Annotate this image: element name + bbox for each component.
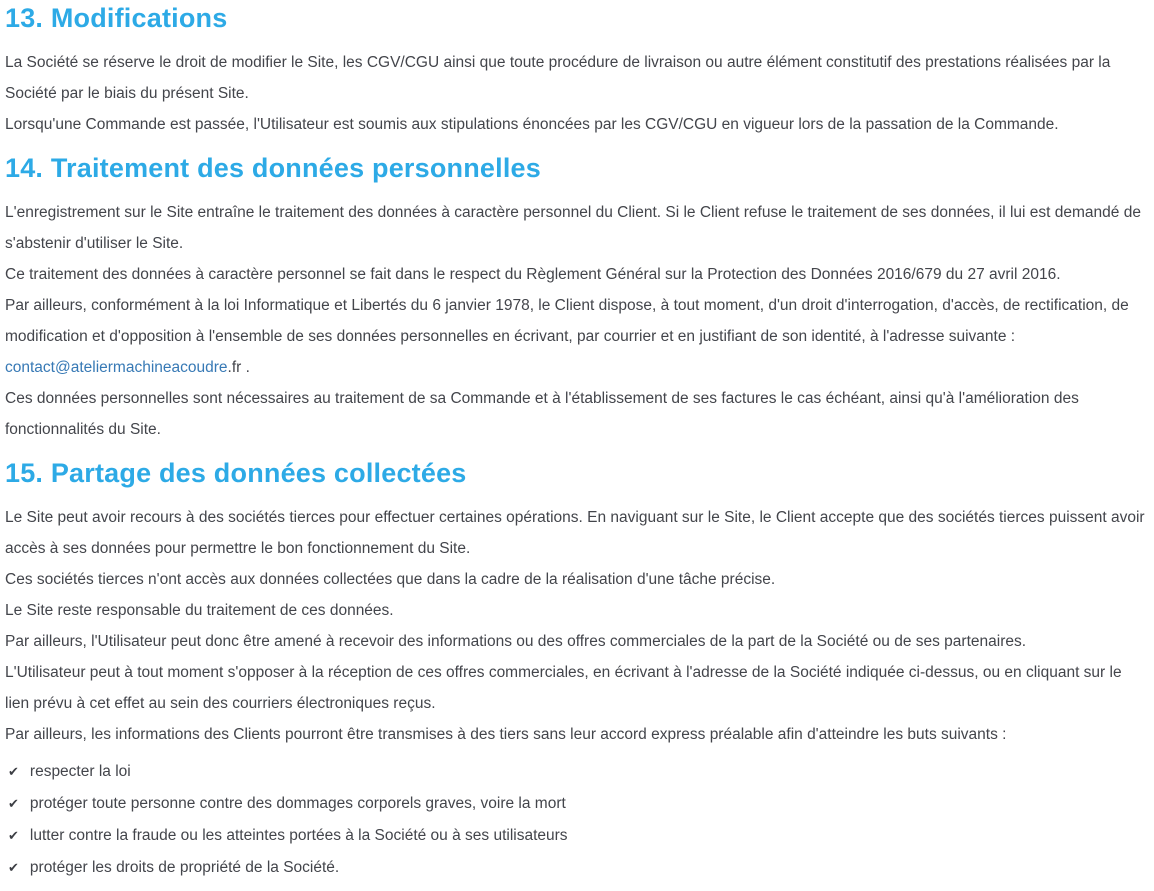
section-14-heading: 14. Traitement des données personnelles bbox=[5, 153, 541, 183]
section-14-paragraph-1: L'enregistrement sur le Site entraîne le traitement des données à caractère personnel du Client. Si le Client refuse le traitement de ses données, il lui est demandé de s'abstenir d'utiliser le Site. bbox=[5, 204, 1141, 252]
list-item bbox=[5, 756, 1146, 788]
section-14-paragraph-2: Ce traitement des données à caractère personnel se fait dans le respect du Règlement Général sur la Protection des Données 2016/679 du 27 avril 2016. bbox=[5, 266, 1061, 283]
paragraph-text-after-link: .fr . bbox=[227, 359, 250, 376]
section-15-paragraph-3: Le Site reste responsable du traitement de ces données. bbox=[5, 602, 394, 619]
data-sharing-purposes-list bbox=[5, 756, 1146, 884]
check-icon: ✔ bbox=[8, 796, 19, 811]
section-15-paragraph-5: L'Utilisateur peut à tout moment s'opposer à la réception de ces offres commerciales, en écrivant à l'adresse de la Société indiquée ci-dessus, ou en cliquant sur le lien prévu à cet effet au sein des courriers électroniques reçus. bbox=[5, 664, 1122, 712]
check-icon: ✔ bbox=[8, 860, 19, 875]
section-14-paragraph-4: Ces données personnelles sont nécessaires au traitement de sa Commande et à l'établissement de ses factures le cas échéant, ainsi qu'à l'amélioration des fonctionnalités du Site. bbox=[5, 390, 1079, 438]
list-item-label: respecter la loi bbox=[29, 763, 131, 780]
list-item-label: lutter contre la fraude ou les atteintes portées à la Société ou à ses utilisateurs bbox=[29, 827, 568, 844]
list-item-label: protéger toute personne contre des dommages corporels graves, voire la mort bbox=[29, 795, 566, 812]
section-13-paragraph-1: La Société se réserve le droit de modifier le Site, les CGV/CGU ainsi que toute procédure de livraison ou autre élément constitutif des prestations réalisées par la Société par le biais du présent Site. bbox=[5, 54, 1111, 102]
check-icon: ✔ bbox=[8, 828, 19, 843]
list-item bbox=[5, 852, 1146, 884]
list-item bbox=[5, 788, 1146, 820]
section-15-paragraph-2: Ces sociétés tierces n'ont accès aux données collectées que dans la cadre de la réalisation d'une tâche précise. bbox=[5, 571, 776, 588]
list-item-label: protéger les droits de propriété de la Société. bbox=[29, 859, 340, 876]
list-item bbox=[5, 820, 1146, 852]
paragraph-text-before-link: Par ailleurs, conformément à la loi Informatique et Libertés du 6 janvier 1978, le Client dispose, à tout moment, d'un droit d'interrogation, d'accès, de rectification, de modification et d'opposition à l'ensemble de ses données personnelles en écrivant, par courrier et en justifiant de son identité, à l'adresse suivante : bbox=[5, 297, 1129, 345]
check-icon: ✔ bbox=[8, 764, 19, 779]
section-13-paragraph-2: Lorsqu'une Commande est passée, l'Utilisateur est soumis aux stipulations énoncées par les CGV/CGU en vigueur lors de la passation de la Commande. bbox=[5, 116, 1059, 133]
contact-email-link[interactable]: contact@ateliermachineacoudre bbox=[5, 359, 228, 376]
section-15-heading: 15. Partage des données collectées bbox=[5, 458, 467, 488]
section-14-paragraph-3 bbox=[5, 290, 1145, 383]
section-15-paragraph-4: Par ailleurs, l'Utilisateur peut donc être amené à recevoir des informations ou des offres commerciales de la part de la Société ou de ses partenaires. bbox=[5, 633, 1027, 650]
section-15-paragraph-1: Le Site peut avoir recours à des sociétés tierces pour effectuer certaines opérations. En naviguant sur le Site, le Client accepte que des sociétés tierces puissent avoir accès à ses données pour permettre le bon fonctionnement du Site. bbox=[5, 509, 1145, 557]
section-15-paragraph-6: Par ailleurs, les informations des Clients pourront être transmises à des tiers sans leur accord express préalable afin d'atteindre les buts suivants : bbox=[5, 726, 1007, 743]
section-13-heading: 13. Modifications bbox=[5, 3, 228, 33]
